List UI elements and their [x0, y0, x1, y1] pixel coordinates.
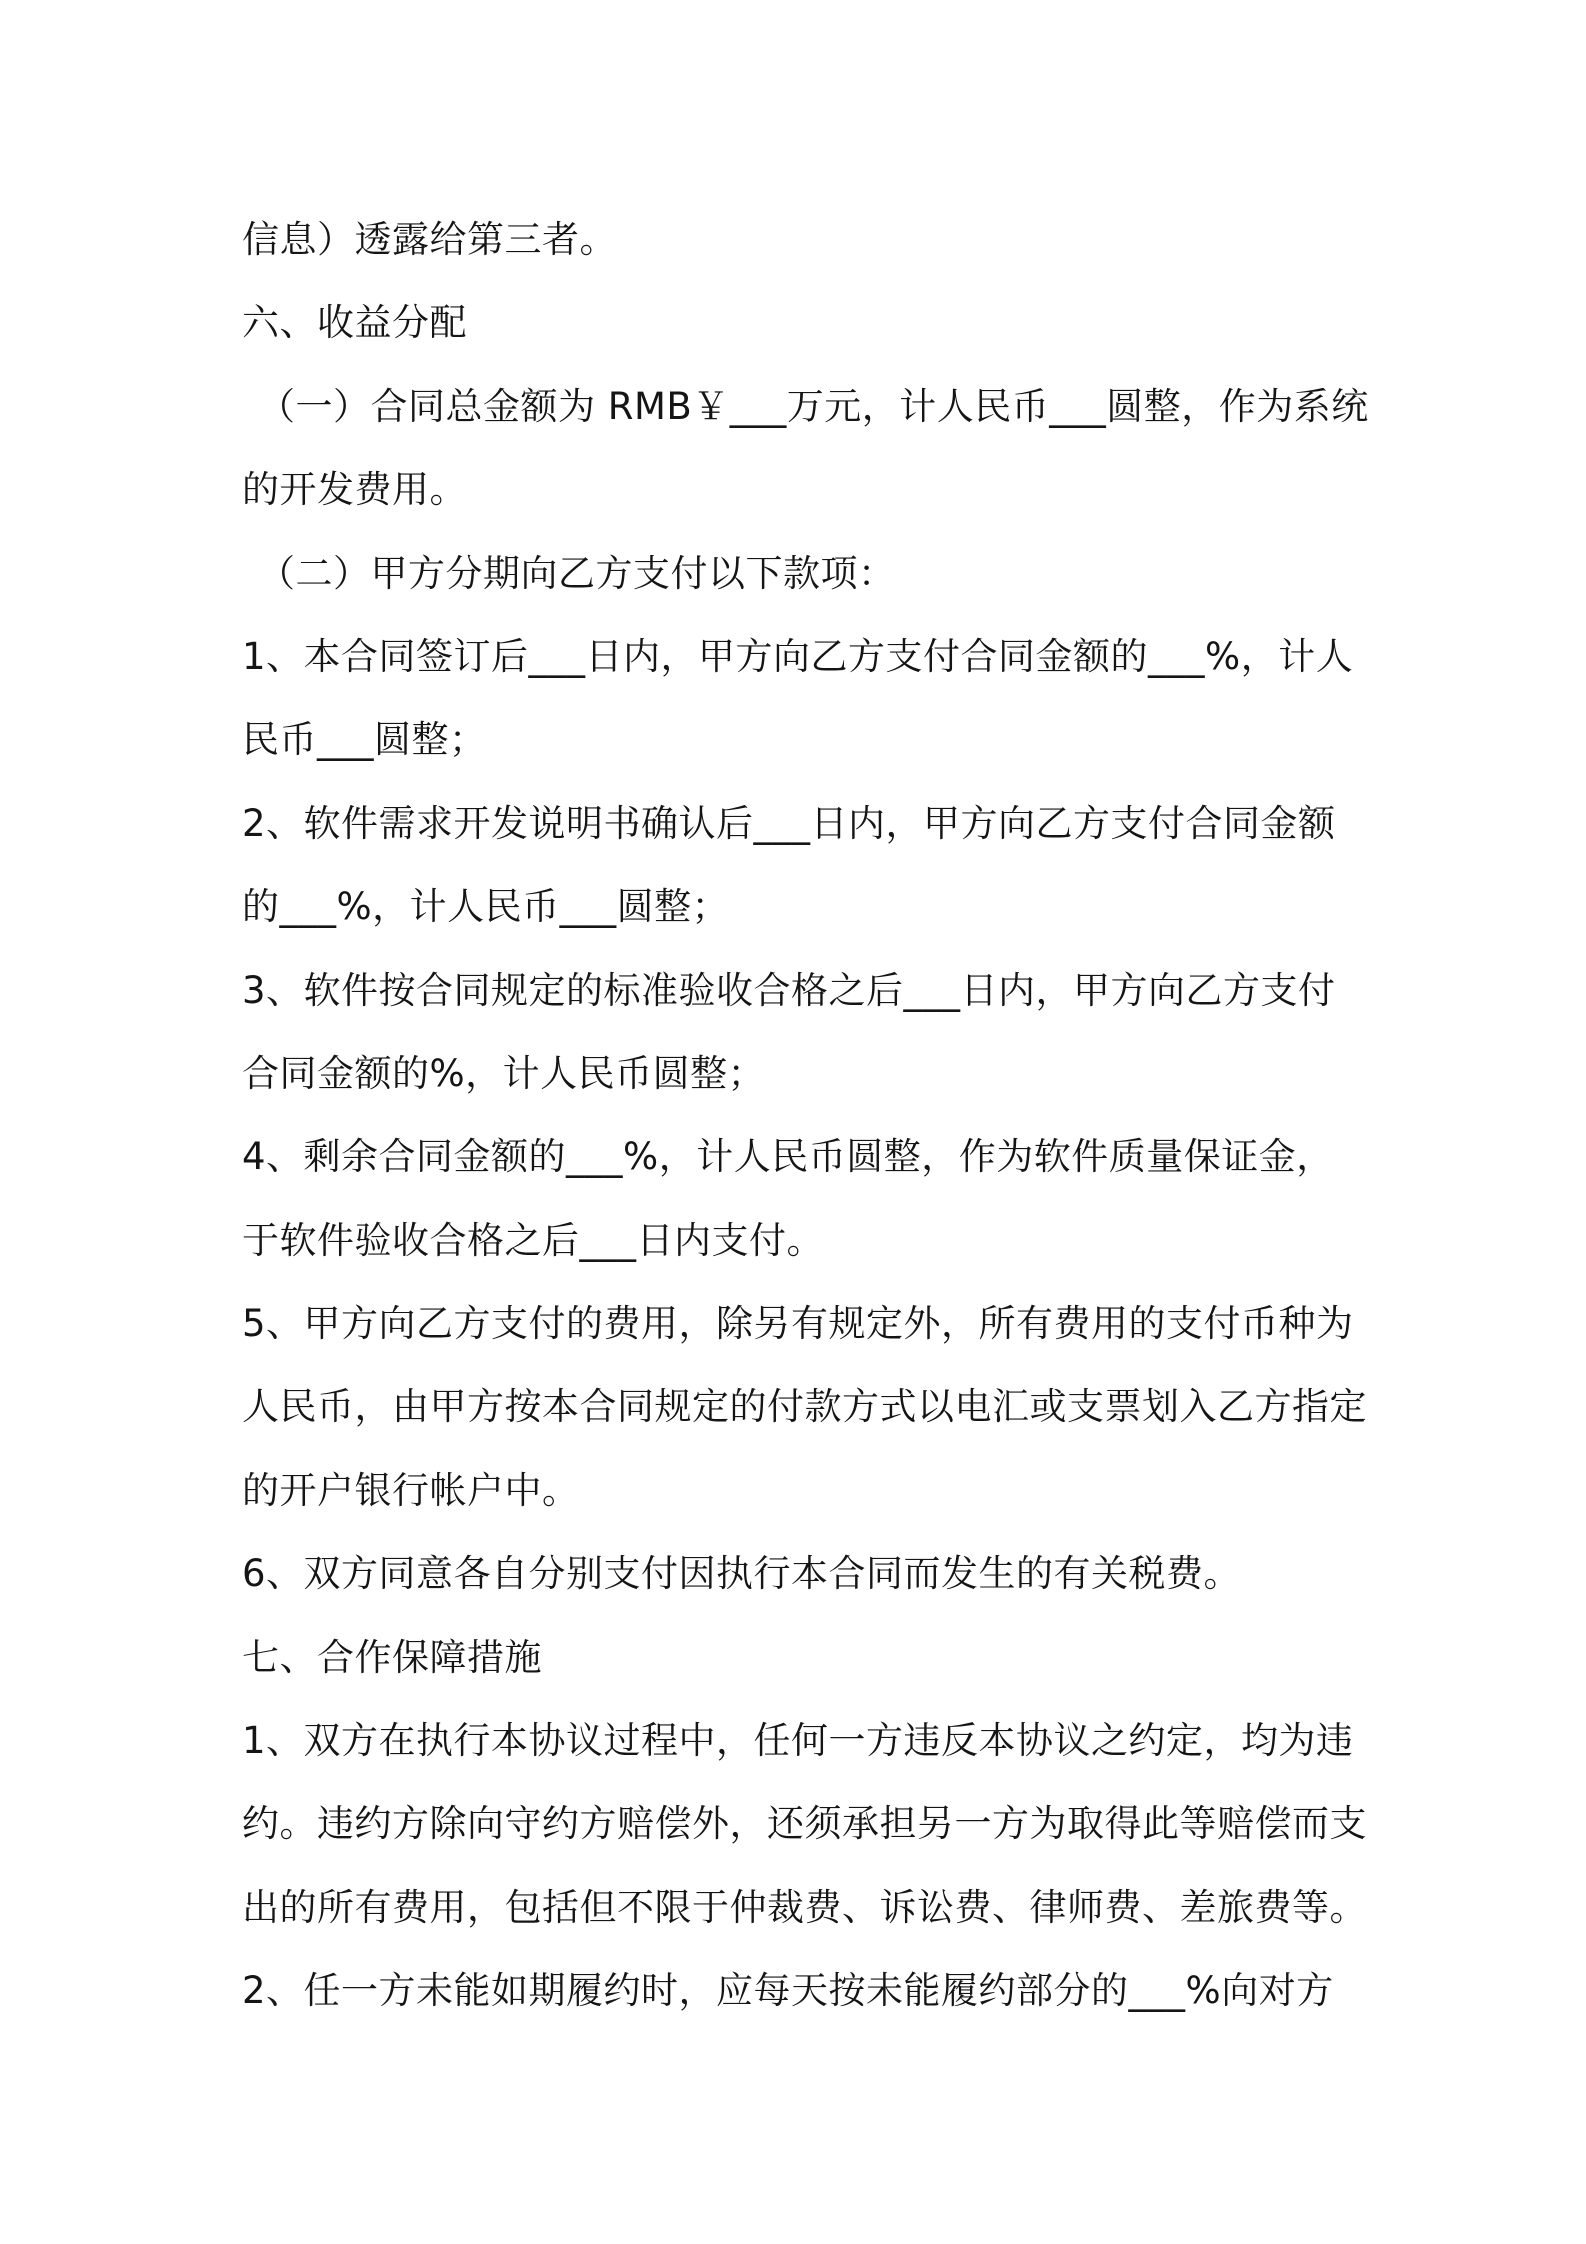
section-heading-cooperation-guarantee: 七、合作保障措施 [242, 1635, 542, 1679]
section-heading-revenue-distribution: 六、收益分配 [242, 301, 467, 345]
payment-terms-5-line-2: 人民币，由甲方按本合同规定的付款方式以电汇或支票划入乙方指定 [242, 1385, 1367, 1429]
installment-3-line-2: 合同金额的%，计人民币圆整； [242, 1051, 766, 1095]
installment-4-line-2: 于软件验收合格之后___日内支付。 [242, 1218, 824, 1262]
installment-3-line-1: 3、软件按合同规定的标准验收合格之后___日内，甲方向乙方支付 [242, 968, 1336, 1012]
guarantee-2-line-1: 2、任一方未能如期履约时，应每天按未能履约部分的___%向对方 [242, 1969, 1334, 2013]
clause-installments-intro: （二）甲方分期向乙方支付以下款项： [258, 551, 896, 595]
installment-2-line-2: 的___%，计人民币___圆整； [242, 885, 730, 929]
installment-4-line-1: 4、剩余合同金额的___%，计人民币圆整，作为软件质量保证金， [242, 1135, 1334, 1179]
contract-text-body [242, 198, 1369, 2033]
installment-1-line-1: 1、本合同签订后___日内，甲方向乙方支付合同金额的___%，计人 [242, 634, 1354, 678]
clause-total-amount-line-1: （一）合同总金额为 RMB￥___万元，计人民币___圆整，作为系统 [258, 384, 1369, 428]
payment-terms-5-line-3: 的开户银行帐户中。 [242, 1468, 580, 1512]
guarantee-1-line-1: 1、双方在执行本协议过程中，任何一方违反本协议之约定，均为违 [242, 1719, 1354, 1763]
installment-1-line-2: 民币___圆整； [242, 718, 487, 762]
paragraph-line-confidentiality-end: 信息）透露给第三者。 [242, 218, 617, 261]
payment-terms-6: 6、双方同意各自分别支付因执行本合同而发生的有关税费。 [242, 1552, 1242, 1596]
guarantee-1-line-2: 约。违约方除向守约方赔偿外，还须承担另一方为取得此等赔偿而支 [242, 1802, 1367, 1846]
payment-terms-5-line-1: 5、甲方向乙方支付的费用，除另有规定外，所有费用的支付币种为 [242, 1302, 1354, 1346]
clause-total-amount-line-2: 的开发费用。 [242, 468, 467, 512]
installment-2-line-1: 2、软件需求开发说明书确认后___日内，甲方向乙方支付合同金额 [242, 801, 1336, 845]
guarantee-1-line-3: 出的所有费用，包括但不限于仲裁费、诉讼费、律师费、差旅费等。 [242, 1885, 1367, 1929]
